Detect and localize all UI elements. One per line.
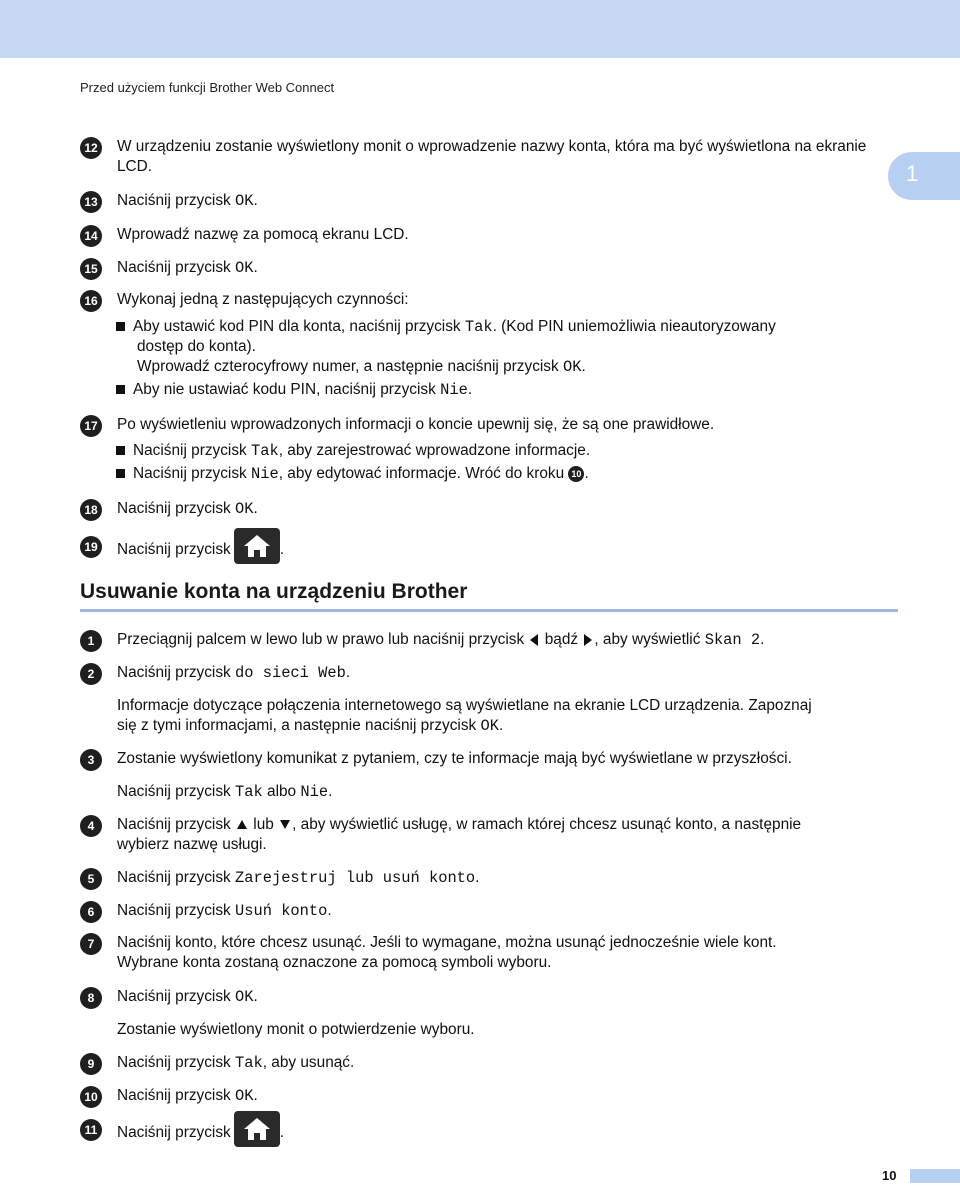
bullet-no-pin (116, 380, 876, 400)
bullet-text: Aby ustawić kod PIN dla konta, naciśnij przycisk (133, 318, 465, 335)
step-text: lub (249, 816, 279, 833)
step-text: Wybrane konta zostaną oznaczone za pomocą symboli wyboru. (117, 954, 552, 971)
delete-account-label: Usuń konto (235, 902, 328, 920)
top-color-bar (0, 0, 960, 58)
step-text: Zostanie wyświetlony komunikat z pytaniem, czy te informacje mają być wyświetlane w przyszłości. (117, 750, 792, 767)
step-number: 5 (80, 868, 102, 890)
bullet-square-icon (116, 322, 125, 331)
ok-button-label: OK (235, 259, 254, 277)
step-text: W urządzeniu zostanie wyświetlony monit o wprowadzenie nazwy konta, która ma być wyświetlona na ekranie LCD. (117, 138, 867, 175)
punct: . (279, 541, 285, 559)
step-number: 13 (80, 191, 102, 213)
step-text: Naciśnij przycisk (117, 902, 236, 919)
note-confirm: Zostanie wyświetlony monit o potwierdzenie wyboru. (117, 1021, 475, 1038)
step-text: Naciśnij przycisk (117, 869, 236, 886)
punct: . (253, 500, 258, 517)
step-1 (80, 630, 880, 650)
step-9 (80, 1053, 880, 1073)
step-number: 4 (80, 815, 102, 837)
section-title: Usuwanie konta na urządzeniu Brother (80, 580, 468, 603)
tak-button-label: Tak (235, 783, 263, 801)
tak-button-label: Tak (235, 1054, 263, 1072)
home-icon (234, 528, 280, 564)
step-text: Naciśnij przycisk (117, 259, 236, 276)
step-number: 7 (80, 933, 102, 955)
punct: . (345, 664, 351, 681)
bullet-confirm (116, 441, 876, 461)
register-delete-label: Zarejestruj lub usuń konto (235, 869, 476, 887)
bullet-continuation (137, 357, 877, 377)
page-number: 10 (882, 1168, 897, 1183)
bullet-set-pin (116, 317, 876, 337)
chapter-tab (888, 152, 960, 200)
step-text: Naciśnij przycisk (117, 500, 236, 517)
tak-button-label: Tak (464, 318, 493, 336)
chapter-number: 1 (906, 161, 919, 186)
step-number: 1 (80, 630, 102, 652)
step-text: Naciśnij przycisk (117, 1124, 231, 1142)
punct: . (467, 381, 473, 398)
bullet-text: Naciśnij przycisk (133, 465, 252, 482)
step-text: Wykonaj jedną z następujących czynności: (117, 291, 409, 308)
bullet-continuation: dostęp do konta). (137, 338, 256, 355)
step-10 (80, 1086, 880, 1106)
step-number: 19 (80, 536, 102, 558)
step-text: Naciśnij przycisk (117, 816, 236, 833)
step-number: 17 (80, 415, 102, 437)
step-reference: 10 (568, 466, 584, 482)
bullet-text: , aby zarejestrować wprowadzone informacje. (278, 442, 591, 459)
ok-button-label: OK (562, 358, 582, 376)
step-13 (80, 191, 880, 211)
bullet-text: . (Kod PIN uniemożliwia nieautoryzowany (492, 318, 776, 335)
page-number-bar (910, 1169, 960, 1183)
step-text: , aby wyświetlić usługę, w ramach której chcesz usunąć konto, a następnie (292, 816, 802, 833)
note-text: się z tymi informacjami, a następnie naciśnij przycisk (117, 717, 481, 734)
note-info-line2 (117, 716, 897, 736)
step-18 (80, 499, 880, 519)
note-info: Informacje dotyczące połączenia internetowego są wyświetlane na ekranie LCD urządzenia. Zapoznaj (117, 697, 812, 714)
punct: . (328, 783, 333, 800)
up-arrow-icon (237, 820, 247, 829)
step-number: 6 (80, 901, 102, 923)
ok-button-label: OK (235, 192, 254, 210)
step-text: Naciśnij przycisk (117, 1087, 236, 1104)
web-button-label: do sieci Web (235, 664, 346, 682)
running-header: Przed użyciem funkcji Brother Web Connect (80, 80, 335, 95)
step-text: wybierz nazwę usługi. (117, 836, 267, 853)
punct: . (253, 988, 258, 1005)
step-8 (80, 987, 880, 1007)
step-19 (80, 536, 880, 564)
step-text: Naciśnij konto, które chcesz usunąć. Jeśli to wymagane, można usunąć jednocześnie wiele kont. (117, 934, 777, 951)
step-number: 10 (80, 1086, 102, 1108)
step-text: , aby usunąć. (262, 1054, 355, 1071)
step-16 (80, 290, 880, 310)
step-12 (80, 137, 880, 177)
step-text: Naciśnij przycisk (117, 541, 231, 559)
note-text: Naciśnij przycisk (117, 783, 236, 800)
step-text: bądź (540, 631, 583, 648)
bullet-square-icon (116, 385, 125, 394)
skan2-label: Skan 2 (704, 631, 761, 649)
bullet-square-icon (116, 469, 125, 478)
punct: . (581, 358, 586, 375)
bullet-text: , aby edytować informacje. Wróć do kroku (278, 465, 569, 482)
bullet-text: Wprowadź czterocyfrowy numer, a następnie naciśnij przycisk (137, 358, 563, 375)
note-yes-no (117, 782, 897, 802)
punct: . (279, 1124, 285, 1142)
step-number: 11 (80, 1119, 102, 1141)
step-17 (80, 415, 880, 435)
step-4 (80, 815, 880, 855)
right-arrow-icon (584, 634, 592, 646)
step-15 (80, 258, 880, 278)
step-7 (80, 933, 880, 973)
nie-button-label: Nie (251, 465, 279, 483)
step-text: Przeciągnij palcem w lewo lub w prawo lub naciśnij przycisk (117, 631, 529, 648)
ok-button-label: OK (235, 1087, 254, 1105)
left-arrow-icon (530, 634, 538, 646)
step-6 (80, 901, 880, 921)
step-number: 2 (80, 663, 102, 685)
step-number: 16 (80, 290, 102, 312)
ok-button-label: OK (235, 500, 254, 518)
punct: . (499, 717, 504, 734)
home-icon (234, 1111, 280, 1147)
step-text: Naciśnij przycisk (117, 664, 236, 681)
nie-button-label: Nie (300, 783, 329, 801)
nie-button-label: Nie (440, 381, 468, 399)
step-number: 3 (80, 749, 102, 771)
punct: . (327, 902, 332, 919)
note-text: albo (262, 783, 301, 800)
punct: . (253, 1087, 258, 1104)
punct: . (475, 869, 480, 886)
step-3 (80, 749, 880, 769)
step-text: Wprowadź nazwę za pomocą ekranu LCD. (117, 226, 409, 243)
step-5 (80, 868, 880, 888)
punct: . (253, 192, 258, 209)
punct: . (760, 631, 765, 648)
punct: . (253, 259, 258, 276)
step-text: Naciśnij przycisk (117, 1054, 236, 1071)
step-text: Naciśnij przycisk (117, 988, 236, 1005)
step-11 (80, 1119, 880, 1147)
step-number: 14 (80, 225, 102, 247)
punct: . (584, 465, 589, 482)
ok-button-label: OK (235, 988, 254, 1006)
step-number: 8 (80, 987, 102, 1009)
step-number: 18 (80, 499, 102, 521)
section-divider (80, 609, 898, 612)
bullet-text: Aby nie ustawiać kodu PIN, naciśnij przycisk (133, 381, 441, 398)
step-text: Naciśnij przycisk (117, 192, 236, 209)
down-arrow-icon (280, 820, 290, 829)
tak-button-label: Tak (251, 442, 279, 460)
ok-button-label: OK (480, 717, 499, 735)
step-number: 9 (80, 1053, 102, 1075)
bullet-edit (116, 464, 876, 484)
bullet-text: Naciśnij przycisk (133, 442, 252, 459)
step-text: Po wyświetleniu wprowadzonych informacji o koncie upewnij się, że są one prawidłowe. (117, 416, 715, 433)
step-number: 12 (80, 137, 102, 159)
step-14 (80, 225, 880, 245)
bullet-square-icon (116, 446, 125, 455)
step-2 (80, 663, 880, 683)
step-text: , aby wyświetlić (594, 631, 705, 648)
step-number: 15 (80, 258, 102, 280)
